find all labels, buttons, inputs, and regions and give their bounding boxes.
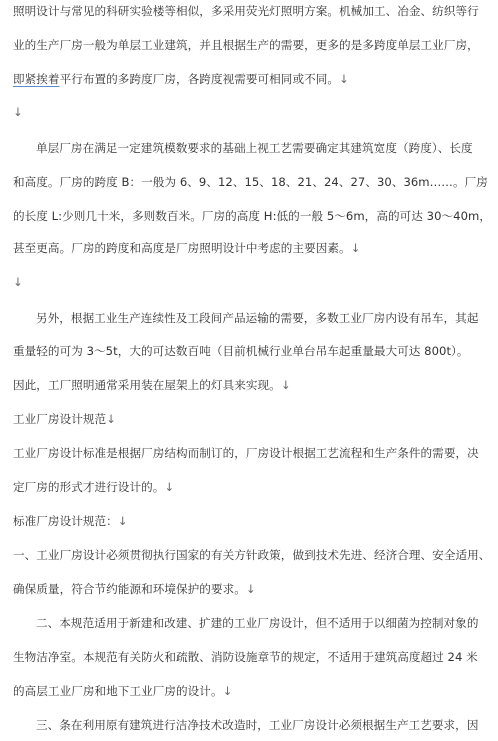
paragraph-3-line-3: 因此，工厂照明通常采用装在屋架上的灯具来实现。↓ xyxy=(13,378,291,392)
empty-paragraph xyxy=(13,274,488,290)
paragraph-2-line-1: 单层厂房在满足一定建筑模数要求的基础上视工艺需要确定其建筑宽度（跨度）、长度 xyxy=(36,141,473,155)
sub-heading: 标准厂房设计规范：↓ xyxy=(13,514,128,528)
paragraph-2-line-3: 的长度 L:少则几十米，多则数百米。厂房的高度 H:低的一般 5～6m，高的可达 30～40m， xyxy=(13,209,491,223)
empty-paragraph xyxy=(13,104,488,120)
paragraph-1-line-3: 即紧挨着平行布置的多跨度厂房，各跨度视需要可相同或不同。↓ xyxy=(13,72,349,86)
paragraph-mark: ↓ xyxy=(13,275,23,289)
paragraph-6-line-1: 二、本规范适用于新建和改建、扩建的工业厂房设计，但不适用于以细菌为控制对象的 xyxy=(36,616,479,630)
paragraph-1-line-2: 业的生产厂房一般为单层工业建筑，并且根据生产的需要，更多的是多跨度单层工业厂房， xyxy=(13,38,479,52)
paragraph-6-line-3: 的高层工业厂房和地下工业厂房的设计。↓ xyxy=(13,684,233,698)
paragraph-3-line-2: 重量轻的可为 3～5t，大的可达数百吨（目前机械行业单台吊车起重量最大可达 800t）。 xyxy=(13,344,469,358)
paragraph-mark: ↓ xyxy=(164,480,175,494)
paragraph-2-line-2: 和高度。厂房的跨度 B：一般为 6、9、12、15、18、21、24、27、30、36m……。厂房 xyxy=(13,175,488,189)
paragraph-mark: ↓ xyxy=(280,378,291,392)
paragraph-4-line-2: 定厂房的形式才进行设计的。↓ xyxy=(13,480,175,494)
section-heading: 工业厂房设计规范↓ xyxy=(13,412,116,426)
paragraph-4-line-1: 工业厂房设计标准是根据厂房结构而制订的，厂房设计根据工艺流程和生产条件的需要，决 xyxy=(13,446,479,460)
paragraph-3-line-1: 另外，根据工业生产连续性及工段间产品运输的需要，多数工业厂房内设有吊车，其起 xyxy=(36,311,479,325)
paragraph-1-line-1: 照明设计与常见的科研实验楼等相似，多采用荧光灯照明方案。机械加工、冶金、纺织等行 xyxy=(13,4,479,18)
paragraph-5-line-2: 确保质量，符合节约能源和环境保护的要求。↓ xyxy=(13,582,256,596)
paragraph-5-line-1: 一、工业厂房设计必须贯彻执行国家的有关方针政策，做到技术先进、经济合理、安全适用、 xyxy=(13,548,491,562)
paragraph-mark: ↓ xyxy=(350,241,361,255)
paragraph-2-line-4: 甚至更高。厂房的跨度和高度是厂房照明设计中考虑的主要因素。↓ xyxy=(13,241,361,255)
paragraph-mark: ↓ xyxy=(106,412,116,426)
paragraph-7-line-1: 三、条在利用原有建筑进行洁净技术改造时，工业厂房设计必须根据生产工艺要求，因 xyxy=(36,718,479,732)
paragraph-mark: ↓ xyxy=(13,105,23,119)
paragraph-mark: ↓ xyxy=(339,72,349,86)
paragraph-mark: ↓ xyxy=(117,514,128,528)
paragraph-mark: ↓ xyxy=(222,684,233,698)
underlined-phrase[interactable]: 即紧挨着 xyxy=(13,72,60,86)
paragraph-6-line-2: 生物洁净室。本规范有关防火和疏散、消防设施章节的规定，不适用于建筑高度超过 24 米 xyxy=(13,650,478,664)
paragraph-mark: ↓ xyxy=(245,582,256,596)
